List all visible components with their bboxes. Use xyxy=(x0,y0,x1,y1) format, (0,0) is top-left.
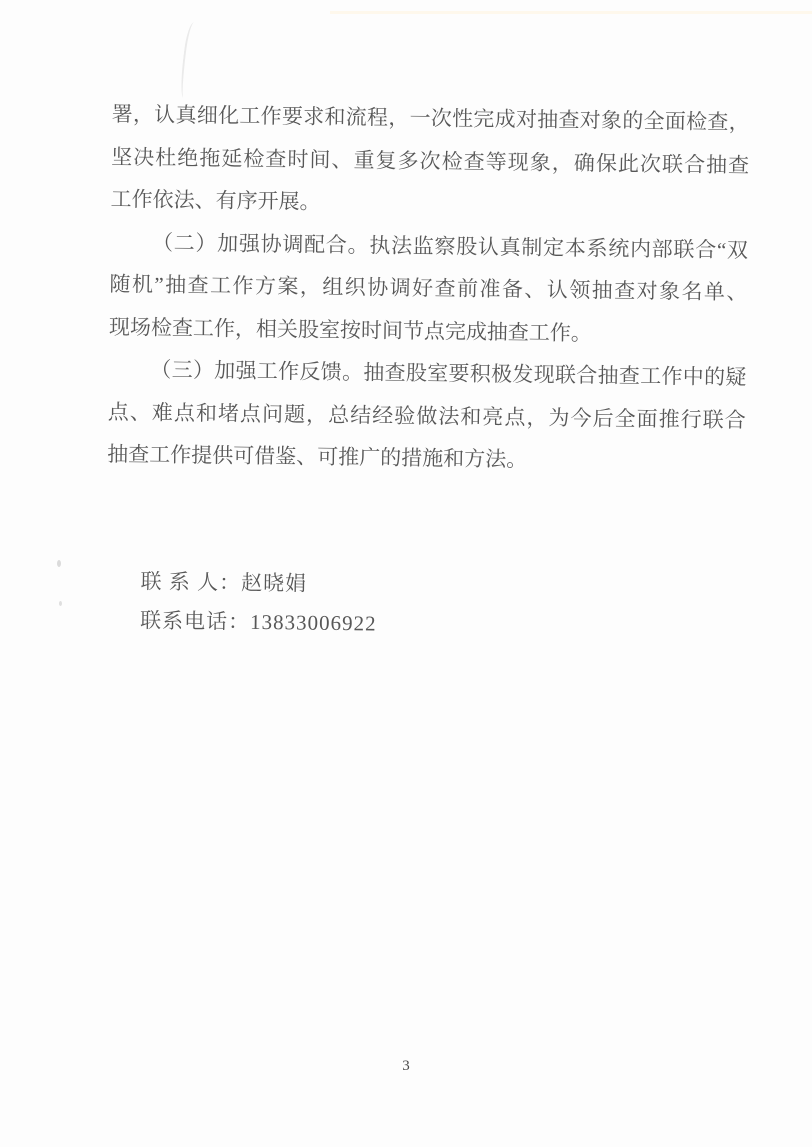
contact-person-label: 联 系 人： xyxy=(140,569,242,595)
body-line: 署，认真细化工作要求和流程，一次性完成对抽查对象的全面检查， xyxy=(111,101,750,135)
body-line: 随机”抽查工作方案，组织协调好查前准备、认领抽查对象名单、 xyxy=(109,271,748,305)
body-line: 工作依法、有序开展。 xyxy=(110,186,321,214)
contact-person-line xyxy=(140,562,377,604)
body-line: （三）加强工作反馈。抽查股室要积极发现联合抽查工作中的疑 xyxy=(150,357,747,390)
body-line: 坚决杜绝拖延检查时间、重复多次检查等现象，确保此次联合抽查 xyxy=(111,144,750,177)
body-line: 抽查工作提供可借鉴、可推广的措施和方法。 xyxy=(107,441,528,472)
body-line: 点、难点和堵点问题，总结经验做法和亮点，为今后全面推行联合 xyxy=(107,399,746,432)
document-body xyxy=(107,93,750,636)
scan-speck xyxy=(57,560,61,567)
page-number: 3 xyxy=(402,1058,410,1074)
body-line: （二）加强协调配合。执法监察股认真制定本系统内部联合“双 xyxy=(151,230,749,262)
contact-block xyxy=(140,562,378,643)
contact-phone-line xyxy=(140,601,377,643)
scan-edge-band xyxy=(330,11,812,14)
scan-smudge xyxy=(178,22,198,99)
scan-speck xyxy=(59,601,62,606)
contact-person-value: 赵晓娟 xyxy=(240,570,308,596)
contact-phone-label: 联系电话： xyxy=(139,608,251,634)
body-line: 现场检查工作，相关股室按时间节点完成抽查工作。 xyxy=(108,314,593,345)
contact-phone-value: 13833006922 xyxy=(249,609,377,636)
